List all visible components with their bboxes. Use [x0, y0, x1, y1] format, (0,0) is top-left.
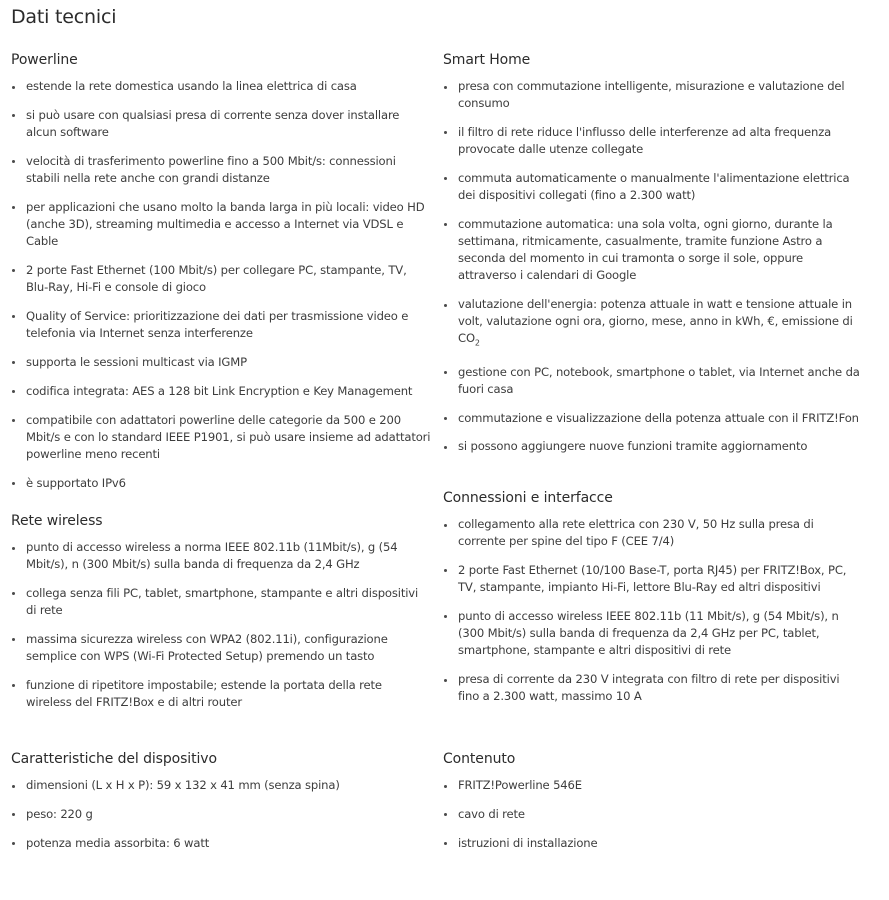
- list-item: si possono aggiungere nuove funzioni tramite aggiornamento: [443, 438, 863, 455]
- smarthome-list: [443, 78, 863, 455]
- list-item: per applicazioni che usano molto la banda larga in più locali: video HD (anche 3D), streaming multimedia e accesso a Internet via VDSL e Cable: [11, 199, 431, 250]
- section-heading-powerline: Powerline: [11, 52, 78, 68]
- list-item: peso: 220 g: [11, 806, 431, 823]
- connections-list: [443, 516, 863, 705]
- list-item: [443, 296, 863, 352]
- list-item: si può usare con qualsiasi presa di corrente senza dover installare alcun software: [11, 107, 431, 141]
- list-item: collegamento alla rete elettrica con 230 V, 50 Hz sulla presa di corrente per spine del tipo F (CEE 7/4): [443, 516, 863, 550]
- list-item: velocità di trasferimento powerline fino a 500 Mbit/s: connessioni stabili nella rete anche con grandi distanze: [11, 153, 431, 187]
- wireless-list: [11, 539, 431, 711]
- list-item: commuta automaticamente o manualmente l'alimentazione elettrica dei dispositivi collegati (fino a 2.300 watt): [443, 170, 863, 204]
- list-item: istruzioni di installazione: [443, 835, 863, 852]
- powerline-list: [11, 78, 431, 492]
- list-item: codifica integrata: AES a 128 bit Link Encryption e Key Management: [11, 383, 431, 400]
- list-item: 2 porte Fast Ethernet (10/100 Base-T, porta RJ45) per FRITZ!Box, PC, TV, stampante, impianto Hi-Fi, lettore Blu-Ray ed altri dispositivi: [443, 562, 863, 596]
- list-item: funzione di ripetitore impostabile; estende la portata della rete wireless del FRITZ!Box e di altri router: [11, 677, 431, 711]
- section-contents: [443, 751, 863, 864]
- list-item: il filtro di rete riduce l'influsso delle interferenze ad alta frequenza provocate dalle utenze collegate: [443, 124, 863, 158]
- list-item: compatibile con adattatori powerline delle categorie da 500 e 200 Mbit/s e con lo standard IEEE P1901, si può usare insieme ad adattatori powerline meno recenti: [11, 412, 431, 463]
- list-item: commutazione e visualizzazione della potenza attuale con il FRITZ!Fon: [443, 410, 863, 427]
- contents-list: [443, 777, 863, 852]
- list-item: è supportato IPv6: [11, 475, 431, 492]
- section-connections: [443, 490, 863, 717]
- device-list: [11, 777, 431, 852]
- energy-item-text: valutazione dell'energia: potenza attuale in watt e tensione attuale in volt, valutazione ogni ora, giorno, mese, anno in kWh, €, emissione di CO: [458, 297, 853, 346]
- section-heading-wireless: Rete wireless: [11, 513, 103, 529]
- list-item: Quality of Service: prioritizzazione dei dati per trasmissione video e telefonia via Internet senza interferenze: [11, 308, 431, 342]
- list-item: punto di accesso wireless a norma IEEE 802.11b (11Mbit/s), g (54 Mbit/s), n (300 Mbit/s) sulla banda di frequenza da 2,4 GHz: [11, 539, 431, 573]
- section-device: [11, 751, 431, 864]
- section-powerline: [11, 52, 431, 504]
- section-smarthome: [443, 52, 863, 467]
- list-item: punto di accesso wireless IEEE 802.11b (11 Mbit/s), g (54 Mbit/s), n (300 Mbit/s) sulla banda di frequenza da 2,4 GHz per PC, tablet, smartphone, stampante e altri dispositivi di rete: [443, 608, 863, 659]
- section-heading-device: Caratteristiche del dispositivo: [11, 751, 217, 767]
- list-item: potenza media assorbita: 6 watt: [11, 835, 431, 852]
- list-item: gestione con PC, notebook, smartphone o tablet, via Internet anche da fuori casa: [443, 364, 863, 398]
- list-item: commutazione automatica: una sola volta, ogni giorno, durante la settimana, ritmicamente, casualmente, tramite funzione Astro a seconda del momento in cui tramonta o sorge il sole, oppure attraverso i calendari di Google: [443, 216, 863, 284]
- list-item: estende la rete domestica usando la linea elettrica di casa: [11, 78, 431, 95]
- list-item: massima sicurezza wireless con WPA2 (802.11i), configurazione semplice con WPS (Wi-Fi Protected Setup) premendo un tasto: [11, 631, 431, 665]
- list-item: FRITZ!Powerline 546E: [443, 777, 863, 794]
- list-item: cavo di rete: [443, 806, 863, 823]
- section-wireless: [11, 513, 431, 723]
- section-heading-connections: Connessioni e interfacce: [443, 490, 613, 506]
- page-title: Dati tecnici: [11, 6, 117, 28]
- list-item: presa con commutazione intelligente, misurazione e valutazione del consumo: [443, 78, 863, 112]
- list-item: dimensioni (L x H x P): 59 x 132 x 41 mm (senza spina): [11, 777, 431, 794]
- list-item: 2 porte Fast Ethernet (100 Mbit/s) per collegare PC, stampante, TV, Blu-Ray, Hi-Fi e console di gioco: [11, 262, 431, 296]
- list-item: collega senza fili PC, tablet, smartphone, stampante e altri dispositivi di rete: [11, 585, 431, 619]
- co2-subscript: 2: [474, 338, 480, 348]
- list-item: supporta le sessioni multicast via IGMP: [11, 354, 431, 371]
- section-heading-contents: Contenuto: [443, 751, 516, 767]
- section-heading-smarthome: Smart Home: [443, 52, 531, 68]
- list-item: presa di corrente da 230 V integrata con filtro di rete per dispositivi fino a 2.300 watt, massimo 10 A: [443, 671, 863, 705]
